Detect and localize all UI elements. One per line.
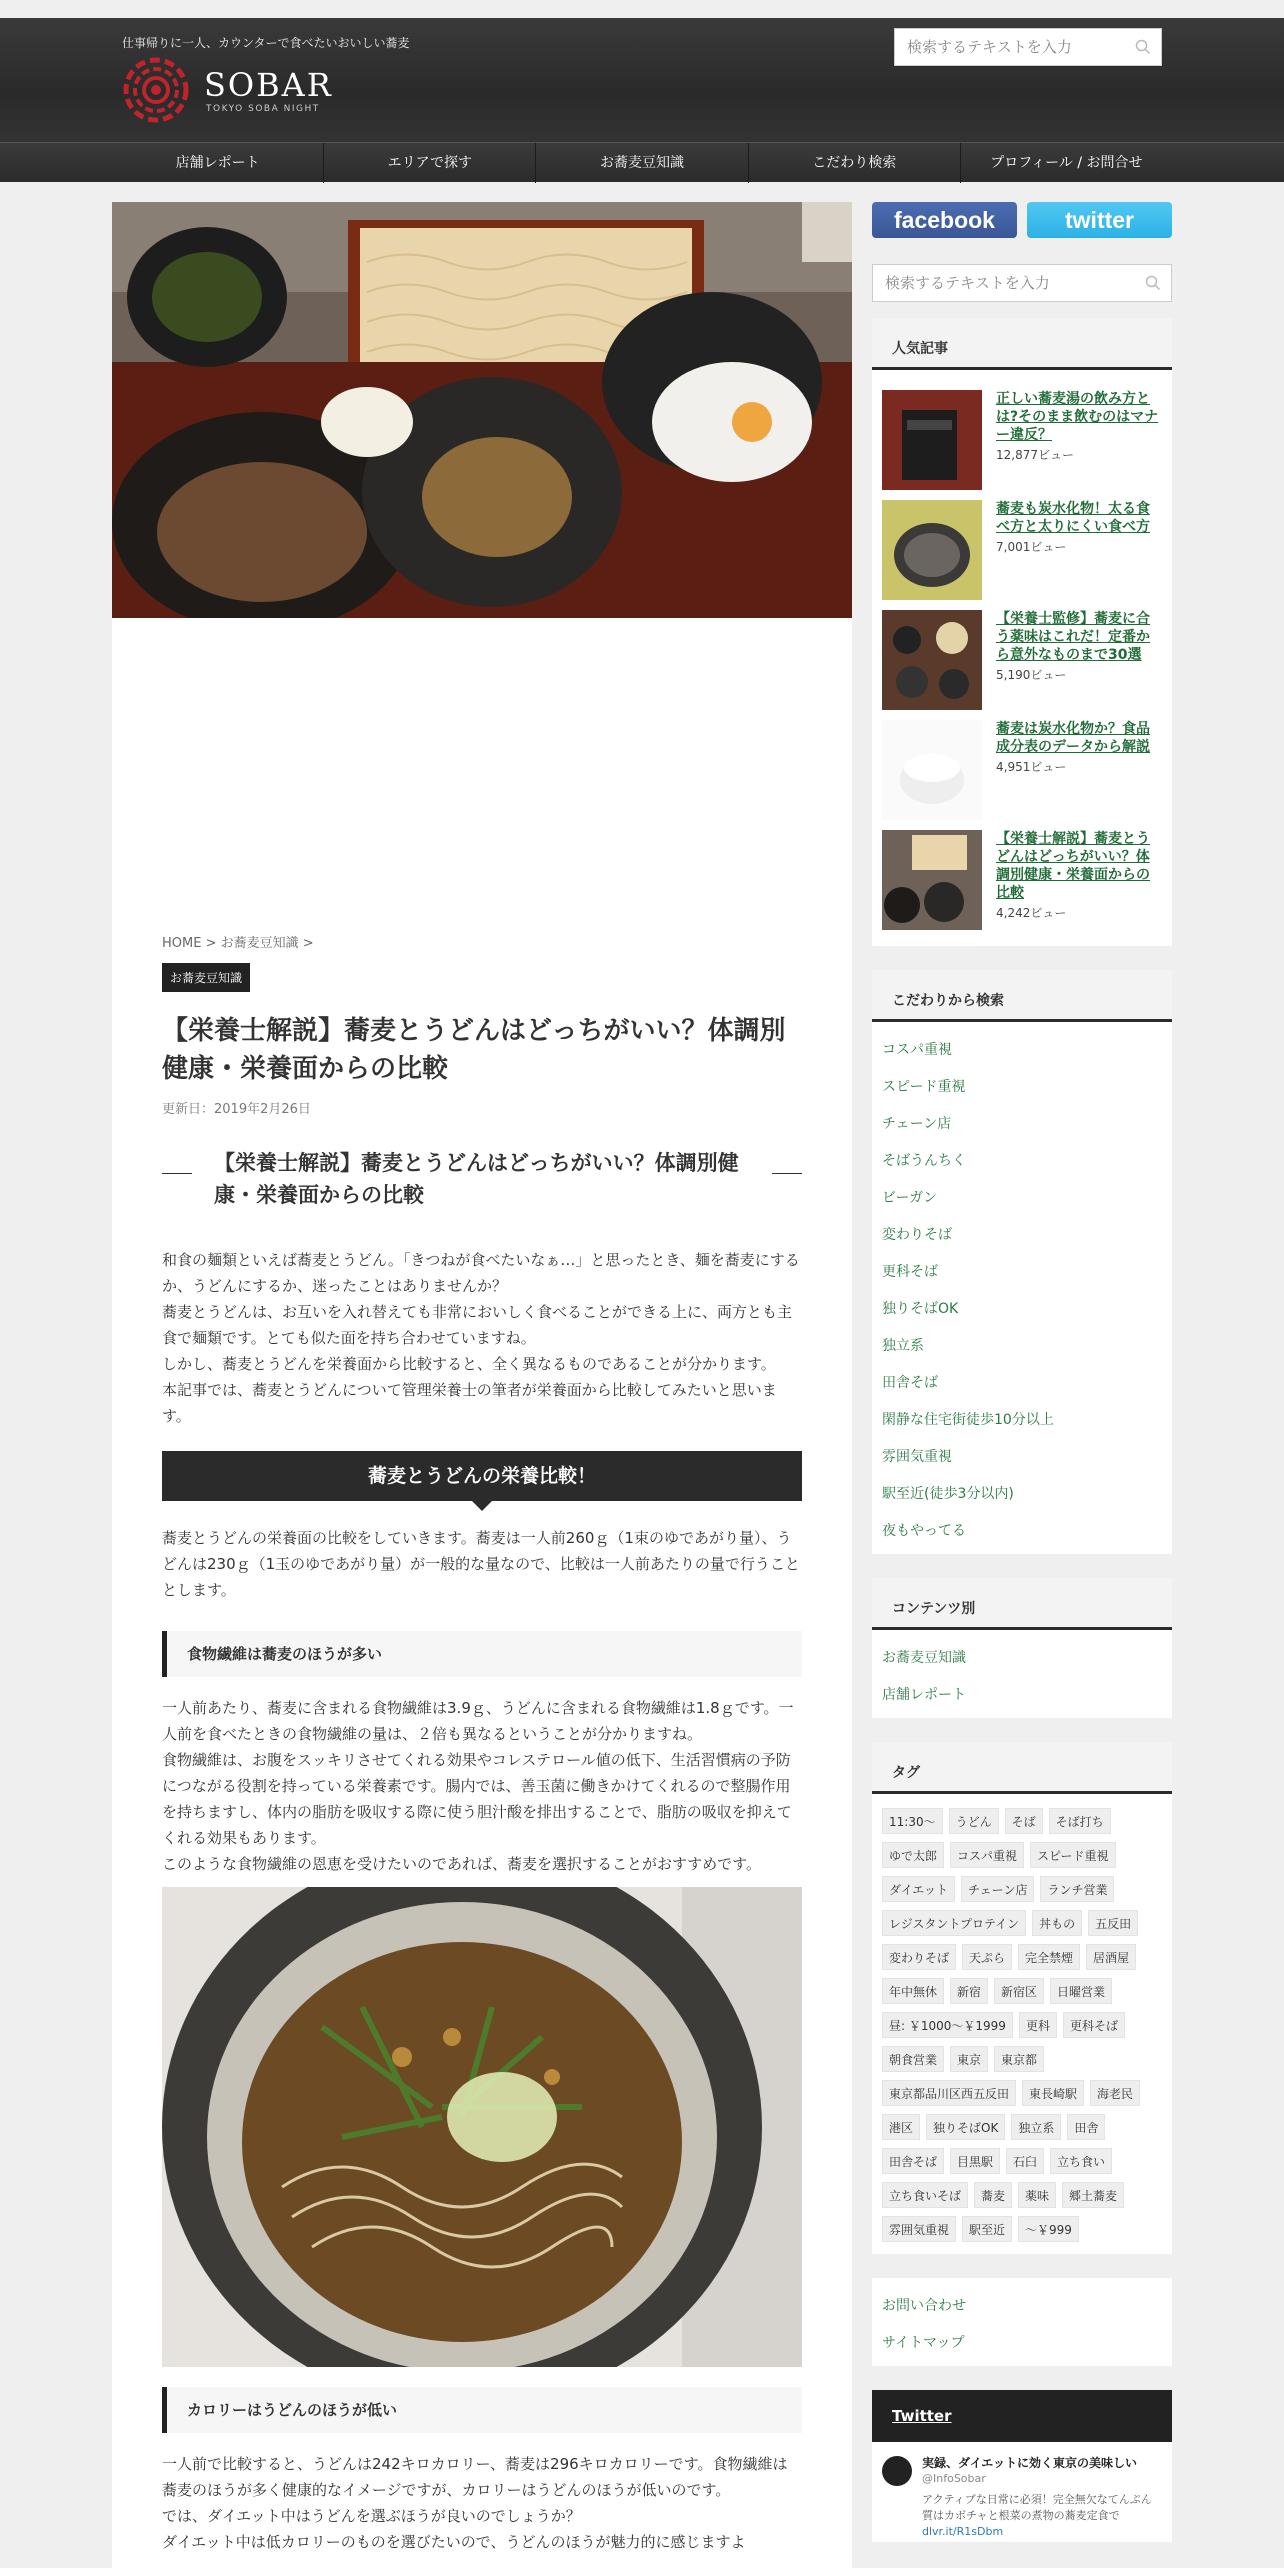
tag-chip[interactable]: 居酒屋 bbox=[1086, 1944, 1136, 1970]
widget-title: こだわりから検索 bbox=[872, 970, 1172, 1022]
hero-image-soba-set bbox=[112, 202, 852, 618]
tag-chip[interactable]: 11:30〜 bbox=[882, 1808, 943, 1834]
tag-cloud bbox=[872, 1794, 1172, 2254]
header-search-input[interactable] bbox=[895, 29, 1161, 65]
tag-chip[interactable]: 年中無休 bbox=[882, 1978, 944, 2004]
tag-chip[interactable]: 駅至近 bbox=[962, 2216, 1012, 2242]
tag-chip[interactable]: スピード重視 bbox=[1030, 1842, 1116, 1868]
tag-chip[interactable]: 朝食営業 bbox=[882, 2046, 944, 2072]
tweet[interactable] bbox=[872, 2442, 1172, 2542]
tag-chip[interactable]: 五反田 bbox=[1088, 1910, 1138, 1936]
widget-title: タグ bbox=[872, 1742, 1172, 1794]
paragraph: 本記事では、蕎麦とうどんについて管理栄養士の筆者が栄養面から比較してみたいと思います。 bbox=[162, 1381, 777, 1425]
paragraph: 一人前あたり、蕎麦に含まれる食物繊維は3.9ｇ、うどんに含まれる食物繊維は1.8ｇです。一人前を食べたときの食物繊維の量は、２倍も異なるということが分かりますね。 bbox=[162, 1699, 794, 1743]
breadcrumb-home[interactable]: HOME bbox=[162, 936, 202, 951]
nav-item-trivia[interactable]: お蕎麦豆知識 bbox=[536, 143, 748, 183]
tweet-body: アクティブな日常に必須！完全無欠なてんぷん質はカボチャと根菜の煮物の蕎麦定食で bbox=[922, 2493, 1152, 2522]
sobar-logo-mark-icon bbox=[120, 54, 192, 126]
popular-post[interactable] bbox=[882, 390, 1162, 490]
kodawari-link[interactable]: 夜もやってる bbox=[882, 1523, 966, 1539]
tag-chip[interactable]: 雰囲気重視 bbox=[882, 2216, 956, 2242]
kodawari-link[interactable]: 駅至近(徒歩3分以内) bbox=[882, 1486, 1014, 1502]
calorie-text bbox=[162, 2451, 802, 2555]
article-subheading: 【栄養士解説】蕎麦とうどんはどっちがいい？体調別健康・栄養面からの比較 bbox=[162, 1147, 802, 1211]
kodawari-link[interactable]: コスパ重視 bbox=[882, 1042, 952, 1058]
sidebar bbox=[872, 202, 1172, 2542]
widget-title: 人気記事 bbox=[872, 318, 1172, 370]
breadcrumb-separator: > bbox=[298, 936, 314, 951]
twitter-timeline-widget bbox=[872, 2390, 1172, 2542]
tag-chip[interactable]: 完全禁煙 bbox=[1018, 1944, 1080, 1970]
twitter-widget-title[interactable]: Twitter bbox=[872, 2390, 1172, 2442]
breadcrumb bbox=[162, 932, 802, 951]
kodawari-link[interactable]: 独立系 bbox=[882, 1338, 924, 1354]
tag-chip[interactable]: 独立系 bbox=[1011, 2114, 1061, 2140]
global-nav bbox=[0, 142, 1284, 182]
tag-chip[interactable]: 東京都 bbox=[994, 2046, 1044, 2072]
tag-chip[interactable]: 東京都品川区西五反田 bbox=[882, 2080, 1016, 2106]
heading-calorie: カロリーはうどんのほうが低い bbox=[162, 2387, 802, 2433]
tag-chip[interactable]: 田舎 bbox=[1067, 2114, 1105, 2140]
search-icon[interactable] bbox=[1145, 275, 1161, 291]
article bbox=[162, 932, 802, 2555]
tag-chip[interactable]: 更科そば bbox=[1063, 2012, 1125, 2038]
post-thumbnail[interactable] bbox=[882, 720, 982, 820]
paragraph: では、ダイエット中はうどんを選ぶほうが良いのでしょうか？ bbox=[162, 2507, 581, 2525]
kodawari-link[interactable]: 田舎そば bbox=[882, 1375, 938, 1391]
kodawari-widget bbox=[872, 970, 1172, 1554]
section-heading-nutrition: 蕎麦とうどんの栄養比較！ bbox=[162, 1451, 802, 1501]
tag-chip[interactable]: そば bbox=[1005, 1808, 1043, 1834]
kodawari-link[interactable]: そばうんちく bbox=[882, 1153, 966, 1169]
post-views: 7,001ビュー bbox=[996, 540, 1067, 554]
kodawari-link[interactable]: スピード重視 bbox=[882, 1079, 966, 1095]
post-link[interactable]: 【栄養士監修】蕎麦に合う薬味はこれだ！定番から意外なものまで30選 bbox=[996, 611, 1150, 663]
kodawari-link[interactable]: チェーン店 bbox=[882, 1116, 952, 1132]
tag-chip[interactable]: 独りそばOK bbox=[926, 2114, 1005, 2140]
kodawari-link[interactable]: 独りそばOK bbox=[882, 1301, 959, 1317]
post-thumbnail[interactable] bbox=[882, 500, 982, 600]
tag-chip[interactable]: 東長崎駅 bbox=[1022, 2080, 1084, 2106]
tag-chip[interactable]: 東京 bbox=[950, 2046, 988, 2072]
twitter-button[interactable]: twitter bbox=[1027, 202, 1172, 238]
tweet-author-handle[interactable]: @InfoSobar bbox=[922, 2472, 986, 2485]
tag-chip[interactable]: 変わりそば bbox=[882, 1944, 956, 1970]
widget-title: コンテンツ別 bbox=[872, 1578, 1172, 1630]
tweet-link[interactable]: dlvr.it/R1sDbm bbox=[922, 2525, 1004, 2538]
tags-widget bbox=[872, 1742, 1172, 2254]
tag-chip[interactable]: 更科 bbox=[1019, 2012, 1057, 2038]
misc-links-widget bbox=[872, 2278, 1172, 2366]
tag-chip[interactable]: ランチ営業 bbox=[1040, 1876, 1114, 1902]
tag-chip[interactable]: 石臼 bbox=[1006, 2148, 1044, 2174]
post-link[interactable]: 【栄養士解説】蕎麦とうどんはどっちがいい？体調別健康・栄養面からの比較 bbox=[996, 831, 1150, 901]
popular-post[interactable] bbox=[882, 500, 1162, 600]
sitemap-link[interactable]: サイトマップ bbox=[882, 2335, 965, 2351]
popular-post[interactable] bbox=[882, 830, 1162, 930]
contact-link[interactable]: お問い合わせ bbox=[882, 2298, 966, 2314]
site-tagline: 仕事帰りに一人、カウンターで食べたいおいしい蕎麦 bbox=[122, 36, 410, 50]
breadcrumb-separator: > bbox=[201, 936, 221, 951]
kodawari-link[interactable]: ビーガン bbox=[882, 1190, 938, 1206]
tweet-text bbox=[922, 2492, 1162, 2540]
post-thumbnail[interactable] bbox=[882, 830, 982, 930]
nav-item-kodawari[interactable]: こだわり検索 bbox=[749, 143, 961, 183]
tag-chip[interactable]: 目黒駅 bbox=[950, 2148, 1000, 2174]
popular-posts-widget bbox=[872, 318, 1172, 946]
paragraph: 蕎麦とうどんの栄養面の比較をしていきます。蕎麦は一人前260ｇ（1束のゆであがり量）、うどんは230ｇ（1玉のゆであがり量）が一般的な量なので、比較は一人前あたりの量で行うこととします。 bbox=[162, 1529, 800, 1599]
tag-chip[interactable]: 港区 bbox=[882, 2114, 920, 2140]
tag-chip[interactable]: 立ち食いそば bbox=[882, 2182, 968, 2208]
paragraph: 食物繊維は、お腹をスッキリさせてくれる効果やコレステロール値の低下、生活習慣病の予防につながる役割を持っている栄養素です。腸内では、善玉菌に働きかけてくれるので整腸作用を持ちますし、体内の脂肪を吸収する際に使う胆汁酸を排出することで、脂肪の吸収を抑えてくれる効果もあります。 bbox=[162, 1751, 792, 1847]
tag-chip[interactable]: コスパ重視 bbox=[950, 1842, 1024, 1868]
category-badge[interactable]: お蕎麦豆知識 bbox=[162, 963, 250, 992]
updated-date: 更新日：2019年2月26日 bbox=[162, 1102, 311, 1117]
tag-chip[interactable]: チェーン店 bbox=[961, 1876, 1034, 1902]
sns-buttons bbox=[872, 202, 1172, 238]
tag-chip[interactable]: 田舎そば bbox=[882, 2148, 944, 2174]
tag-chip[interactable]: 新宿 bbox=[950, 1978, 988, 2004]
nav-item-area[interactable]: エリアで探す bbox=[324, 143, 536, 183]
kodawari-link[interactable]: 閑静な住宅街徒歩10分以上 bbox=[882, 1412, 1054, 1428]
nav-item-store-report[interactable]: 店舗レポート bbox=[112, 143, 324, 183]
sidebar-search-input[interactable] bbox=[873, 265, 1171, 301]
tag-chip[interactable]: 新宿区 bbox=[994, 1978, 1044, 2004]
post-views: 4,951ビュー bbox=[996, 760, 1067, 774]
tweet-author-name[interactable]: 実録、ダイエットに効く東京の美味しい bbox=[922, 2456, 1138, 2470]
site-logo[interactable] bbox=[120, 54, 340, 130]
kodawari-link[interactable]: 更科そば bbox=[882, 1264, 938, 1280]
paragraph: 蕎麦とうどんは、お互いを入れ替えても非常においしく食べることができる上に、両方とも主食で麺類です。とても似た面を持ち合わせていますね。 bbox=[162, 1303, 793, 1347]
sidebar-search-box bbox=[872, 264, 1172, 302]
paragraph: しかし、蕎麦とうどんを栄養面から比較すると、全く異なるものであることが分かります。 bbox=[162, 1355, 776, 1373]
popular-post[interactable] bbox=[882, 610, 1162, 710]
paragraph: 一人前で比較すると、うどんは242キロカロリー、蕎麦は296キロカロリーです。食物繊維は蕎麦のほうが多く健康的なイメージですが、カロリーはうどんのほうが低いのです。 bbox=[162, 2455, 788, 2499]
breadcrumb-category[interactable]: お蕎麦豆知識 bbox=[220, 936, 299, 951]
article-title: 【栄養士解説】蕎麦とうどんはどっちがいい？体調別健康・栄養面からの比較 bbox=[162, 1016, 786, 1084]
kodawari-link[interactable]: 雰囲気重視 bbox=[882, 1449, 952, 1465]
tag-chip[interactable]: ～￥999 bbox=[1018, 2216, 1079, 2242]
nav-item-profile[interactable]: プロフィール / お問合せ bbox=[990, 155, 1143, 171]
tag-chip[interactable]: そば打ち bbox=[1049, 1808, 1111, 1834]
tag-chip[interactable]: レジスタントプロテイン bbox=[882, 1910, 1026, 1936]
post-thumbnail[interactable] bbox=[882, 610, 982, 710]
tag-chip[interactable]: 天ぷら bbox=[962, 1944, 1012, 1970]
tag-chip[interactable]: ダイエット bbox=[882, 1876, 955, 1902]
paragraph: 和食の麺類といえば蕎麦とうどん。「きつねが食べたいなぁ…」と思ったとき、麺を蕎麦にするか、うどんにするか、迷ったことはありませんか？ bbox=[162, 1251, 800, 1295]
search-icon[interactable] bbox=[1135, 39, 1151, 55]
post-views: 4,242ビュー bbox=[996, 906, 1067, 920]
tag-chip[interactable]: ゆで太郎 bbox=[882, 1842, 944, 1868]
tag-chip[interactable]: 日曜営業 bbox=[1050, 1978, 1112, 2004]
post-link[interactable]: 蕎麦も炭水化物！太る食べ方と太りにくい食べ方 bbox=[996, 501, 1150, 535]
tag-chip[interactable]: 薬味 bbox=[1018, 2182, 1056, 2208]
contents-link[interactable]: 店舗レポート bbox=[882, 1687, 966, 1703]
contents-link[interactable]: お蕎麦豆知識 bbox=[882, 1650, 966, 1666]
paragraph: このような食物繊維の恩恵を受けたいのであれば、蕎麦を選択することがおすすめです。 bbox=[162, 1855, 761, 1873]
paragraph: ダイエット中は低カロリーのものを選びたいので、うどんのほうが魅力的に感じますよ bbox=[162, 2533, 746, 2551]
fiber-text bbox=[162, 1695, 802, 1877]
facebook-button[interactable]: facebook bbox=[872, 202, 1017, 238]
heading-fiber: 食物繊維は蕎麦のほうが多い bbox=[162, 1631, 802, 1677]
tag-chip[interactable]: 海老民 bbox=[1090, 2080, 1140, 2106]
kodawari-link[interactable]: 変わりそば bbox=[882, 1227, 952, 1243]
tag-chip[interactable]: 郷土蕎麦 bbox=[1062, 2182, 1124, 2208]
tag-chip[interactable]: 蕎麦 bbox=[974, 2182, 1012, 2208]
tag-chip[interactable]: 丼もの bbox=[1032, 1910, 1082, 1936]
post-link[interactable]: 正しい蕎麦湯の飲み方とは?そのまま飲むのはマナー違反？ bbox=[996, 391, 1159, 443]
logo-subtitle: TOKYO SOBA NIGHT bbox=[206, 104, 320, 114]
contents-widget bbox=[872, 1578, 1172, 1718]
intro-text bbox=[162, 1247, 802, 1429]
tag-chip[interactable]: 立ち食い bbox=[1050, 2148, 1112, 2174]
header-search-box bbox=[894, 28, 1162, 66]
avatar[interactable] bbox=[882, 2456, 912, 2486]
tag-chip[interactable]: うどん bbox=[949, 1808, 999, 1834]
logo-wordmark: SOBAR bbox=[204, 66, 333, 104]
main-content bbox=[112, 202, 852, 2568]
tag-chip[interactable]: 昼: ￥1000～￥1999 bbox=[882, 2012, 1013, 2038]
post-views: 12,877ビュー bbox=[996, 448, 1074, 462]
photo-soba-bowl bbox=[162, 1887, 802, 2367]
popular-post[interactable] bbox=[882, 720, 1162, 820]
post-link[interactable]: 蕎麦は炭水化物か？食品成分表のデータから解説 bbox=[996, 721, 1150, 755]
post-views: 5,190ビュー bbox=[996, 668, 1067, 682]
site-header bbox=[0, 18, 1284, 142]
post-thumbnail[interactable] bbox=[882, 390, 982, 490]
